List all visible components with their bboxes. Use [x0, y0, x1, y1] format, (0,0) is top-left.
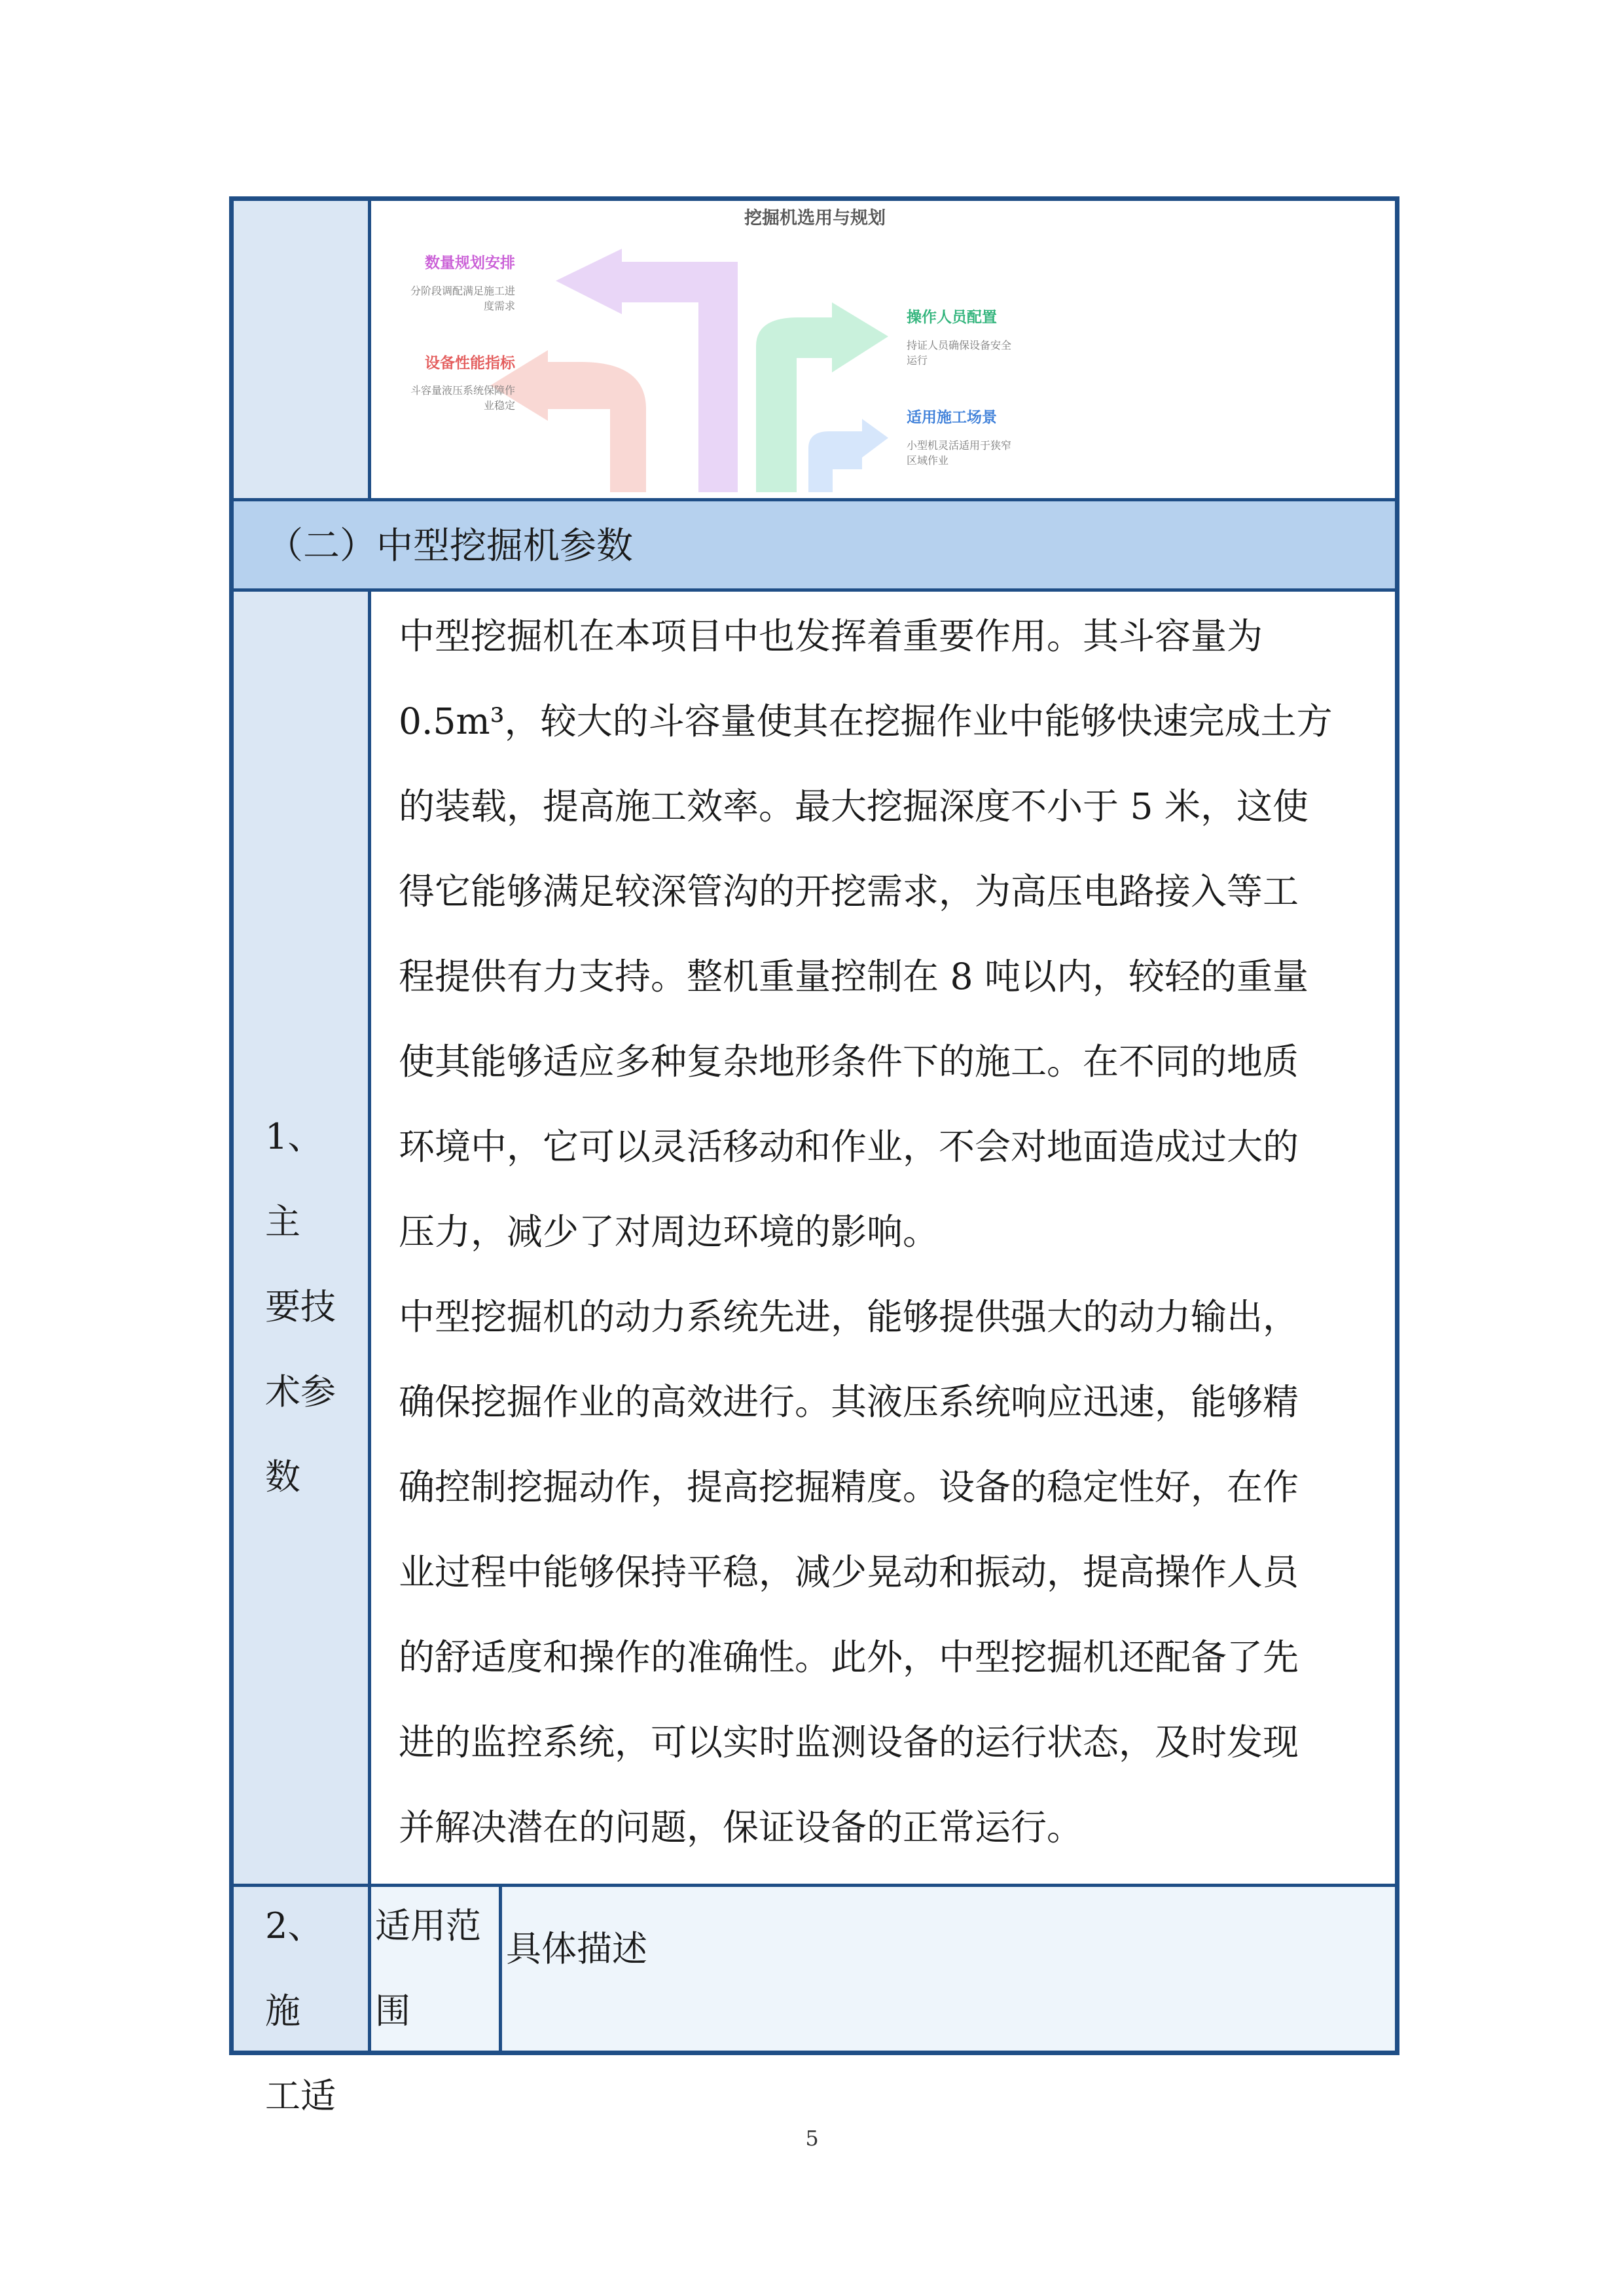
row2-scope-cell	[371, 1887, 502, 2051]
row1-label-cell	[234, 592, 371, 1884]
page-number: 5	[805, 2126, 819, 2151]
item-heading-quantity: 数量规划安排	[425, 255, 515, 272]
diagram-svg	[371, 201, 1395, 498]
body-line: 的舒适度和操作的准确性。此外，中型挖掘机还配备了先	[399, 1636, 1299, 1678]
row1-label-line-1: 1、主	[265, 1116, 323, 1242]
body-line: 中型挖掘机在本项目中也发挥着重要作用。其斗容量为	[399, 615, 1263, 657]
arrow-blue	[808, 419, 888, 492]
diagram-panel	[371, 201, 1395, 498]
item-desc-performance-1: 斗容量液压系统保障作	[410, 384, 515, 397]
item-heading-operators: 操作人员配置	[907, 309, 997, 326]
row2-scope	[375, 1884, 481, 2054]
body-line: 业过程中能够保持平稳，减少晃动和振动，提高操作人员	[399, 1551, 1299, 1593]
diagram-title: 挖掘机选用与规划	[744, 208, 886, 228]
body-line: 使其能够适应多种复杂地形条件下的施工。在不同的地质	[399, 1041, 1299, 1083]
row0-label-cell	[234, 201, 371, 498]
row2-scope-line-2: 围	[375, 1990, 410, 2032]
item-heading-performance: 设备性能指标	[425, 355, 515, 372]
row2-scope-line-1: 适用范	[375, 1905, 481, 1946]
body-line: 中型挖掘机的动力系统先进，能够提供强大的动力输出，	[399, 1296, 1299, 1338]
row2-label-cell	[234, 1887, 371, 2117]
row2-desc: 具体描述	[506, 1928, 647, 1969]
section-title: （二）中型挖掘机参数	[266, 525, 633, 567]
item-desc-scenarios-1: 小型机灵活适用于狭窄	[907, 439, 1012, 452]
row1-label-line-3: 术参	[265, 1371, 336, 1412]
section-header	[234, 498, 1395, 592]
body-line: 环境中，它可以灵活移动和作业，不会对地面造成过大的	[399, 1126, 1299, 1168]
row1-label-line-2: 要技	[265, 1286, 336, 1327]
body-line: 确控制挖掘动作，提高挖掘精度。设备的稳定性好，在作	[399, 1466, 1299, 1508]
row1-label-line-4: 数	[265, 1456, 300, 1498]
row1-label	[265, 1094, 350, 1520]
body-line: 的装载，提高施工效率。最大挖掘深度不小于 5 米，这使	[399, 785, 1308, 827]
body-line: 0.5m³，较大的斗容量使其在挖掘作业中能够快速完成土方	[399, 700, 1333, 742]
row2-desc-cell	[502, 1887, 1395, 2051]
row2-label-line-2: 工适	[265, 2075, 336, 2117]
item-desc-quantity-2: 度需求	[483, 300, 515, 312]
body-line: 并解决潜在的问题，保证设备的正常运行。	[399, 1806, 1083, 1848]
row2-label-line-1: 2、施	[265, 1905, 323, 2032]
item-desc-performance-2: 业稳定	[483, 399, 515, 412]
body-line: 确保挖掘作业的高效进行。其液压系统响应迅速，能够精	[399, 1381, 1299, 1423]
body-line: 得它能够满足较深管沟的开挖需求，为高压电路接入等工	[399, 870, 1299, 912]
item-desc-operators-2: 运行	[907, 354, 928, 367]
item-desc-scenarios-2: 区域作业	[907, 454, 949, 467]
item-desc-quantity-1: 分阶段调配满足施工进	[410, 285, 515, 297]
row1-body	[399, 594, 1374, 1870]
row2-label	[265, 1884, 350, 2139]
body-line: 压力，减少了对周边环境的影响。	[399, 1211, 939, 1253]
body-line: 程提供有力支持。整机重量控制在 8 吨以内，较轻的重量	[399, 956, 1308, 997]
item-heading-scenarios: 适用施工场景	[907, 409, 997, 426]
body-line: 进的监控系统，可以实时监测设备的运行状态，及时发现	[399, 1721, 1299, 1763]
table-frame	[229, 196, 1399, 2117]
item-desc-operators-1: 持证人员确保设备安全	[907, 339, 1012, 351]
